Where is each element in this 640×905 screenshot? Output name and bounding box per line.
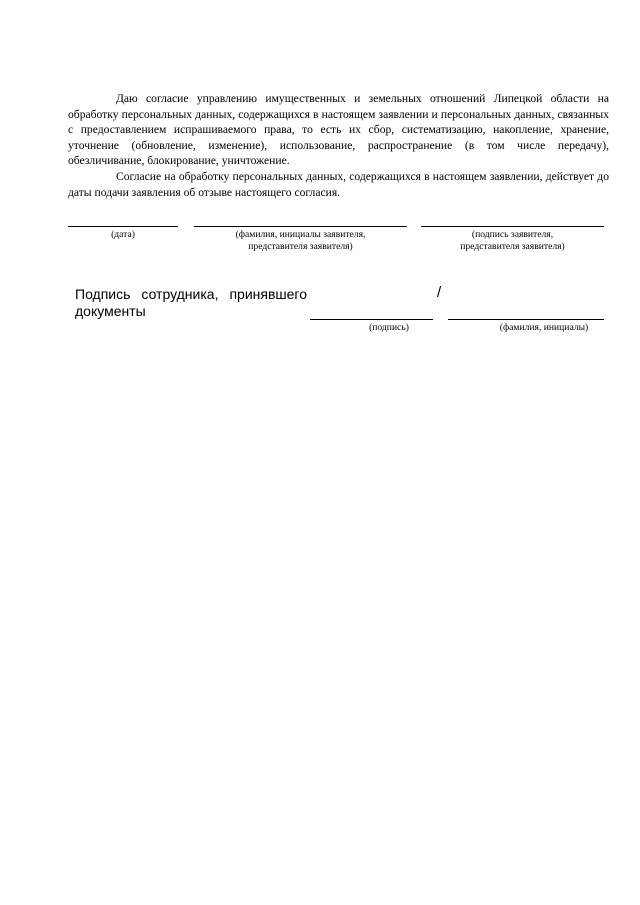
applicant-signature-line [421,226,604,227]
applicant-signature-caption-line-2: представителя заявителя) [460,241,565,252]
applicant-signature-caption-line-1: (подпись заявителя, [471,229,554,240]
consent-paragraph-2: Согласие на обработку персональных данных, содержащихся в настоящем заявлении, действует до даты подачи заявления об отзыве настоящего согласия. [68,169,609,199]
signature-separator: / [437,284,442,301]
applicant-name-line [194,226,407,227]
applicant-name-caption-line-1: (фамилия, инициалы заявителя, [235,229,366,240]
date-caption: (дата) [111,229,135,240]
consent-paragraph-1: Даю согласие управлению имущественных и земельных отношений Липецкой области на обработку персональных данных, содержащихся в настоящем заявлении и персональных данных, связанных с предоставлением испрашиваемого права, то есть их сбор, систематизацию, накопление, хранение, уточнение (обновление, изменение), использование, распространение (в том числе передачу), обезличивание, блокирование, уничтожение. [68,92,609,168]
staff-signature-label: Подпись сотрудника, принявшего документы [75,286,307,319]
staff-signature-caption: (подпись) [369,322,409,333]
applicant-name-caption-line-2: представителя заявителя) [248,241,353,252]
staff-signature-line [310,319,433,320]
staff-name-line [448,319,604,320]
consent-text [68,91,609,200]
date-signature-line [68,226,178,227]
staff-name-caption: (фамилия, инициалы) [499,322,589,333]
